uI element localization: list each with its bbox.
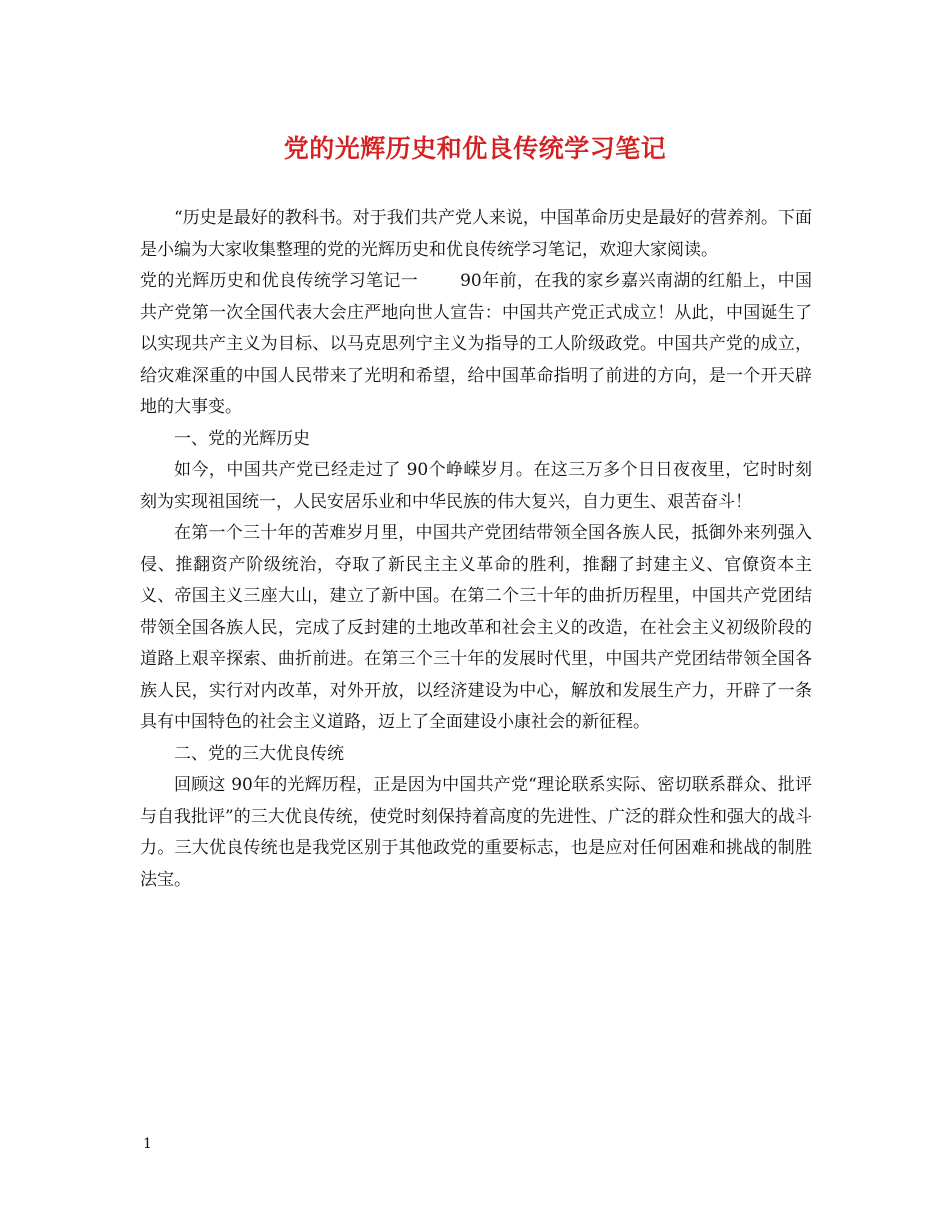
section1-paragraph-2: 在第一个三十年的苦难岁月里，中国共产党团结带领全国各族人民，抵御外来列强入侵、推翻资产阶级统治，夺取了新民主主义革命的胜利，推翻了封建主义、官僚资本主义、帝国主义三座大山，建立了新中国。在第二个三十年的曲折历程里，中国共产党团结带领全国各族人民，完成了反封建的土地改革和社会主义的改造，在社会主义初级阶段的道路上艰辛探索、曲折前进。在第三个三十年的发展时代里，中国共产党团结带领全国各族人民，实行对内改革，对外开放，以经济建设为中心，解放和发展生产力，开辟了一条具有中国特色的社会主义道路，迈上了全面建设小康社会的新征程。: [140, 523, 812, 732]
page-number: 1: [143, 1136, 152, 1152]
document-body: [140, 203, 812, 896]
section2-heading: 二、党的三大优良传统: [174, 743, 344, 764]
document-title: 党的光辉历史和优良传统学习笔记: [283, 134, 667, 163]
section2-paragraph-1: 回顾这 90年的光辉历程，正是因为中国共产党“理论联系实际、密切联系群众、批评与自我批评”的三大优良传统，使党时刻保持着高度的先进性、广泛的群众性和强大的战斗力。三大优良传统也是我党区别于其他政党的重要标志，也是应对任何困难和挑战的制胜法宝。: [140, 775, 812, 890]
note-paragraph: [140, 266, 812, 424]
note-body: 90年前，在我的家乡嘉兴南湖的红船上，中国共产党第一次全国代表大会庄严地向世人宣告：中国共产党正式成立！从此，中国诞生了以实现共产主义为目标、以马克思列宁主义为指导的工人阶级政党。中国共产党的成立，给灾难深重的中国人民带来了光明和希望，给中国革命指明了前进的方向，是一个开天辟地的大事变。: [140, 271, 812, 417]
section1-heading: 一、党的光辉历史: [174, 428, 310, 449]
section1-paragraph-1: 如今，中国共产党已经走过了 90个峥嵘岁月。在这三万多个日日夜夜里，它时时刻刻为实现祖国统一，人民安居乐业和中华民族的伟大复兴，自力更生、艰苦奋斗！: [140, 460, 812, 512]
intro-paragraph: “历史是最好的教科书。对于我们共产党人来说，中国革命历史是最好的营养剂。下面是小编为大家收集整理的党的光辉历史和优良传统学习笔记，欢迎大家阅读。: [140, 208, 812, 260]
note-heading: 党的光辉历史和优良传统学习笔记一: [140, 271, 419, 291]
